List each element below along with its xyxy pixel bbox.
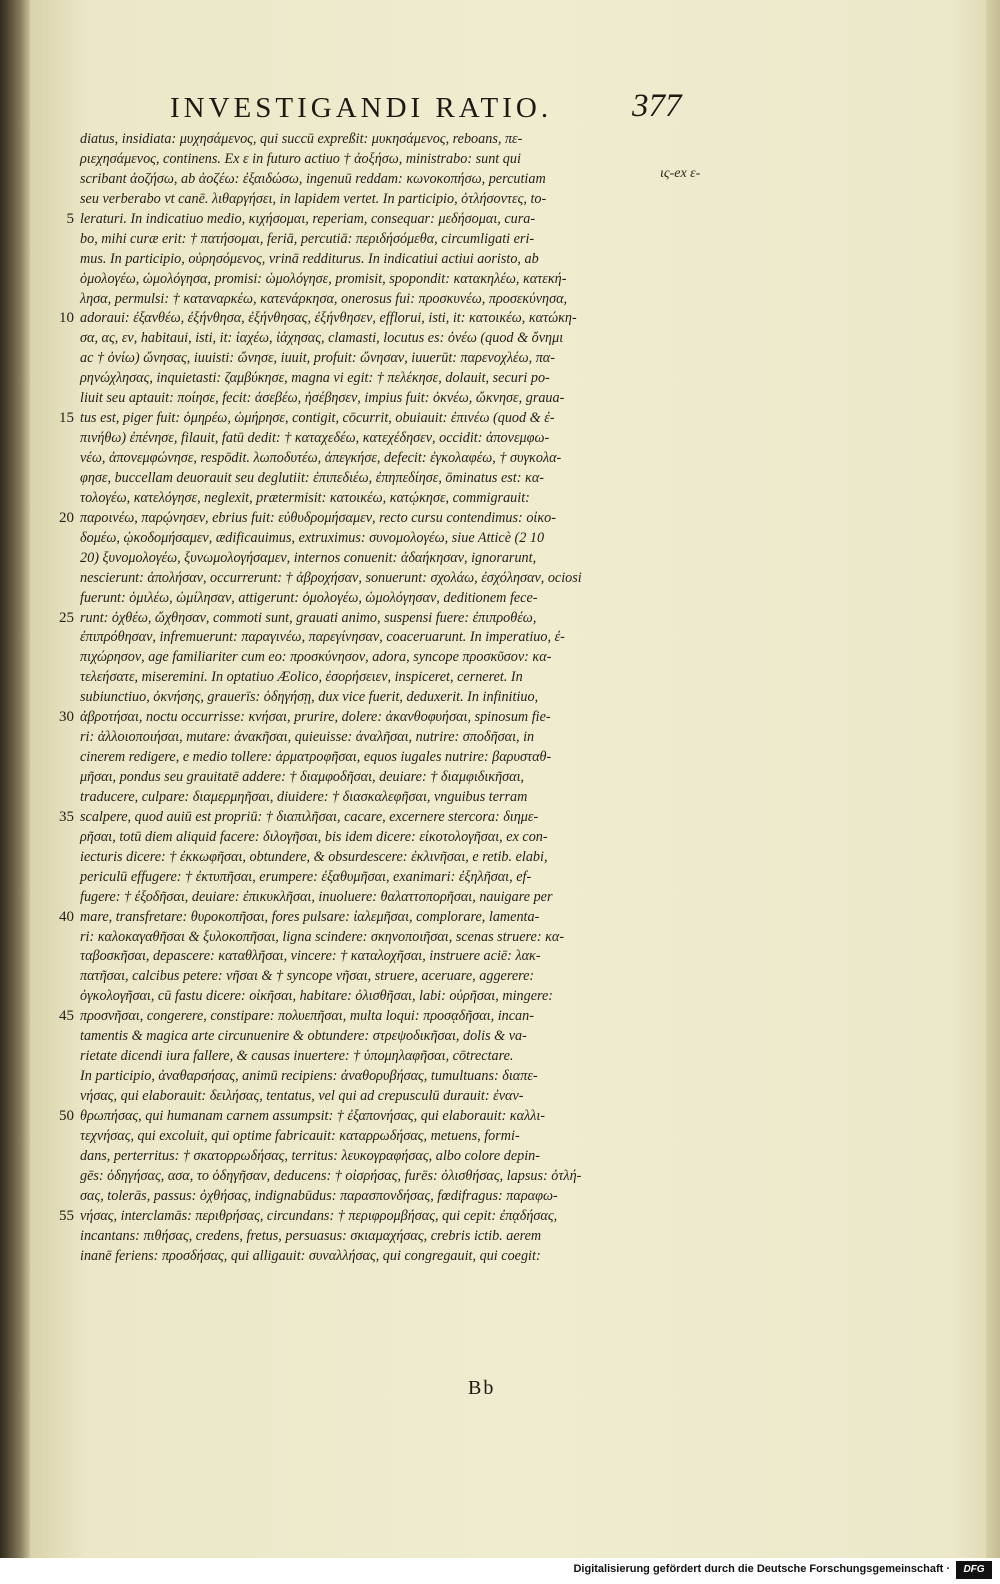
line-text: λησα, permulsi: † καταναρκέω, κατενάρκησα, onerosus fui: προσκυνέω, προσεκύνησα, <box>80 290 568 307</box>
line-text: tamentis & magica arte circunuenire & obtundere: στρεψοδικῆσαι, dolis & va- <box>80 1028 527 1045</box>
text-line <box>80 848 655 868</box>
text-line <box>59 609 655 629</box>
text-line <box>80 449 655 469</box>
line-text: δομέω, ᾠκοδομήσαμεν, ædificauimus, extruximus: συνομολογέω, siue Atticè (2 10 <box>80 529 545 546</box>
line-text: ὀγκολογῆσαι, cū fastu dicere: οἰκῆσαι, habitare: ὀλισθῆσαι, labi: οὐρῆσαι, mingere: <box>80 988 554 1005</box>
line-text: πιχώρησον, age familiariter cum eo: προσκύνησον, adora, syncope προσκῦσον: κα- <box>80 649 552 666</box>
text-line <box>80 170 655 190</box>
text-line <box>80 290 655 310</box>
line-text: σα, ας, εν, habitaui, isti, it: ἰαχέω, ἰάχησας, clamasti, locutus es: ὀνέω (quod & ὄνημι <box>80 330 564 347</box>
line-text: inanē feriens: προσδήσας, qui alligauit: συναλλήσας, qui congregauit, qui coegit: <box>80 1247 541 1264</box>
text-line <box>80 788 655 808</box>
line-text: scalpere, quod auiū est propriū: † διαπιλῆσαι, cacare, excernere stercora: διημε- <box>80 808 539 825</box>
line-text: μῆσαι, pondus seu grauitatē addere: † διαμφοδῆσαι, deuiare: † διαμφιδικῆσαι, <box>80 769 525 785</box>
page-number: 377 <box>632 88 682 124</box>
text-line <box>80 1067 655 1087</box>
text-line <box>80 1147 655 1167</box>
text-line <box>80 688 655 708</box>
line-text: leraturi. In indicatiuo medio, κιχήσομαι, reperiam, consequar: μεδήσομαι, cura- <box>80 210 536 227</box>
text-line <box>80 928 655 948</box>
line-text: νέω, ἀπονεμφώνησε, respōdit. λωποδυτέω, ἀπεγκήσε, defecit: ἐγκολαφέω, † συγκολα- <box>80 450 562 466</box>
line-text: fugere: † ἐξοδῆσαι, deuiare: ἐπικυκλῆσαι, inuoluere: θαλαττοπορῆσαι, nauigare per <box>80 888 553 905</box>
line-number: 40 <box>59 908 74 925</box>
line-text: ὁμολογέω, ὡμολόγησα, promisi: ὡμολόγησε, promisit, spopondit: κατακηλέω, κατεκή- <box>80 270 567 287</box>
line-text: ριεχησάμενος, continens. Ex ε in futuro actiuo † ἀοξήσω, ministrabo: sunt qui <box>80 150 521 167</box>
line-text: diatus, insidiata: μυχησάμενος, qui succū expreßit: μυκησάμενος, reboans, πε- <box>80 131 523 147</box>
line-text: φησε, buccellam deuorauit seu deglutiit: ἐπιπεδιέω, ἐπηπεδίησε, ōminatus est: κα- <box>80 469 545 486</box>
text-line <box>80 270 655 290</box>
line-text: ri: καλοκαγαθῆσαι & ξυλοκοπῆσαι, ligna scindere: σκηνοποιῆσαι, scenas struere: κα- <box>80 928 565 945</box>
text-line <box>80 1127 655 1147</box>
line-text: periculū effugere: † ἐκτυπῆσαι, erumpere: ἐξαθυμῆσαι, exanimari: ἐξηλῆσαι, ef- <box>80 868 532 885</box>
line-text: In participio, ἀναθαρσήσας, animū recipiens: ἀναθορυβήσας, tumultuans: διαπε- <box>80 1068 538 1085</box>
text-line <box>80 130 655 150</box>
text-line <box>80 349 655 369</box>
text-line <box>59 509 655 529</box>
marginal-note: ις-ex ε- <box>660 166 701 181</box>
text-line <box>80 549 655 569</box>
text-line <box>80 1227 655 1247</box>
line-text: ri: ἀλλοιοποιήσαι, mutare: ἀνακῆσαι, quieuisse: ἀναλῆσαι, nutrire: σποδῆσαι, in <box>80 729 535 746</box>
text-line <box>80 150 655 170</box>
line-number: 55 <box>59 1207 74 1224</box>
line-text: 20) ξυνομολογέω, ξυνωμολογήσαμεν, internos conuenit: ἀδαήκησαν, ignorarunt, <box>80 549 537 566</box>
line-text: νήσας, interclamās: περιθρήσας, circundans: † περιφρομβήσας, qui cepit: ἐπᾳδήσας, <box>80 1207 558 1224</box>
line-text: τελεήσατε, miseremini. In optatiuo Æolico, ἐσορήσειεν, inspiceret, cerneret. In <box>80 669 523 686</box>
line-text: cinerem redigere, e medio tollere: ἀρματροφῆσαι, equos iugales nutrire: βαρυσταθ- <box>80 749 552 766</box>
line-text: προσνῆσαι, congerere, constipare: πολυεπῆσαι, multa loqui: προσᾳδῆσαι, incan- <box>80 1008 534 1025</box>
signature-mark: Bb <box>468 1377 496 1399</box>
text-line <box>59 1107 655 1127</box>
dfg-logo-icon: DFG <box>956 1561 992 1579</box>
line-number: 30 <box>59 709 74 726</box>
line-text: ταβοσκῆσαι, depascere: καταθλῆσαι, vincere: † καταλοχῆσαι, instruere aciē: λακ- <box>80 948 541 965</box>
line-text: iecturis dicere: † ἐκκωφῆσαι, obtundere, & obsurdescere: ἐκλινῆσαι, e retib. elabi, <box>80 848 548 865</box>
text-line <box>59 1007 655 1027</box>
line-text: liuit seu aptauit: ποίησε, fecit: ἀσεβέω, ἠσέβησεν, impius fuit: ὀκνέω, ὤκνησε, grauа- <box>80 390 565 407</box>
text-line <box>59 908 655 928</box>
line-text: mus. In participio, οὐρησόμενος, vrinā redditurus. In indicatiui actiui aoristo, ab <box>80 250 539 267</box>
text-block <box>59 130 655 1266</box>
line-number: 45 <box>59 1008 74 1025</box>
line-text: ἀβροτήσαι, noctu occurrisse: κνήσαι, prurire, dolere: ἀκανθοφυήσαι, spinosum fie- <box>80 709 551 726</box>
page-edge <box>986 0 1000 1558</box>
line-number: 50 <box>59 1107 74 1124</box>
text-line <box>80 230 655 250</box>
text-line <box>80 888 655 908</box>
line-text: πινήθω) ἐπένησε, filauit, fatū dedit: † καταχεδέω, κατεχέδησεν, occidit: ἀπονεμφω- <box>80 430 550 447</box>
line-text: τολογέω, κατελόγησε, neglexit, prætermisit: κατοικέω, κατῴκησε, commigrauit: <box>80 489 530 506</box>
line-number: 5 <box>66 210 74 227</box>
text-line <box>80 1027 655 1047</box>
line-text: dans, perterritus: † σκατορρωδήσας, territus: λευκογραφήσας, albo colore depin- <box>80 1147 540 1164</box>
text-line <box>80 489 655 509</box>
line-text: runt: ὀχθέω, ὤχθησαν, commoti sunt, grauati animo, suspensi fuere: ἐπιπροθέω, <box>80 609 537 626</box>
line-text: scribant ἀοζήσω, ab ἀοζέω: ἐξαιδώσω, ingenuū reddam: κωνοκοπήσω, percutiam <box>80 170 546 187</box>
line-text: gēs: ὁδηγήσας, ασα, το ὁδηγῆσαν, deducens: † οἰσρήσας, furēs: ὀλισθήσας, lapsus: ὀτλή- <box>80 1167 582 1184</box>
text-line <box>80 429 655 449</box>
text-line <box>80 768 655 788</box>
text-line <box>80 589 655 609</box>
text-line <box>80 369 655 389</box>
line-number: 20 <box>59 509 74 526</box>
text-line <box>80 668 655 688</box>
text-line <box>80 987 655 1007</box>
text-line <box>59 808 655 828</box>
line-number: 15 <box>59 410 74 427</box>
line-text: rietate dicendi iura fallere, & causas inuertere: † ὑπομηλαφῆσαι, cōtrectare. <box>80 1048 514 1065</box>
text-line <box>80 748 655 768</box>
line-text: ρηνώχλησας, inquietasti: ζαμβύκησε, magna vi egit: † πελέκησε, dolauit, securi po- <box>80 370 550 387</box>
footer-credit: Digitalisierung gefördert durch die Deutsche Forschungsgemeinschaft · <box>573 1563 950 1575</box>
text-line <box>80 250 655 270</box>
text-line <box>80 648 655 668</box>
text-line <box>59 309 655 329</box>
line-text: bo, mihi curæ erit: † πατήσομαι, feriā, percutiā: περιδήσόμεθα, circumligati eri- <box>80 230 535 247</box>
line-text: πατῆσαι, calcibus petere: νῆσαι & † syncope νῆσαι, struere, aceruare, aggerere: <box>80 968 535 985</box>
line-text: παροινέω, παρῴνησεν, ebrius fuit: εὐθυδρομήσαμεν, recto cursu contendimus: οἰκο- <box>80 509 556 526</box>
text-line <box>80 569 655 589</box>
line-text: incantans: πιθήσας, credens, fretus, persuasus: σκιαμαχήσας, crebris ictib. aerem <box>80 1227 542 1244</box>
line-text: ac † ὀνίω) ὤνησας, iuuisti: ὤνησε, iuuit, profuit: ὤνησαν, iuuerūt: παρενοχλέω, πα- <box>80 350 555 367</box>
line-text: traducere, culpare: διαμερμηῆσαι, diuidere: † διασκαλεφῆσαι, vnguibus terram <box>80 788 528 805</box>
text-line <box>80 868 655 888</box>
text-line <box>80 1167 655 1187</box>
text-line <box>59 708 655 728</box>
book-spine <box>0 0 30 1558</box>
text-line <box>80 628 655 648</box>
text-line <box>59 1207 655 1227</box>
line-text: ρῆσαι, totū diem aliquid facere: διλογῆσαι, bis idem dicere: εἰκοτολογῆσαι, ex con- <box>80 828 548 845</box>
line-text: seu verberabo vt canē. λιθαργήσει, in lapidem vertet. In participio, ὀτλήσοντες, to- <box>80 190 547 207</box>
text-line <box>66 210 655 230</box>
line-text: nescierunt: ἀπολήσαν, occurrerunt: † ἀβροχήσαν, sonuerunt: σχολάω, ἐσχόλησαν, ociosi <box>80 569 582 586</box>
line-text: νήσας, qui elaborauit: δειλήσας, tentatus, vel qui ad crepusculū durauit: ἐναν- <box>80 1088 524 1104</box>
text-line <box>59 409 655 429</box>
text-line <box>80 469 655 489</box>
line-text: fuerunt: ὁμιλέω, ὡμίλησαν, attigerunt: ὁμολογέω, ὡμολόγησαν, deditionem fece- <box>80 589 538 606</box>
text-line <box>80 190 655 210</box>
text-line <box>80 947 655 967</box>
text-line <box>80 329 655 349</box>
text-line <box>80 1047 655 1067</box>
text-line <box>80 1187 655 1207</box>
text-line <box>80 529 655 549</box>
text-line <box>80 728 655 748</box>
text-line <box>80 389 655 409</box>
line-number: 10 <box>59 310 74 327</box>
line-text: tus est, piger fuit: ὁμηρέω, ὡμήρησε, contigit, cōcurrit, obuiauit: ἐπινέω (quod & ἐ- <box>80 410 555 427</box>
line-text: θρωπήσας, qui humanam carnem assumpsit: † ἐξαπονήσας, qui elaborauit: καλλι- <box>80 1107 546 1124</box>
running-head: INVESTIGANDI RATIO. <box>170 92 553 124</box>
line-text: adoraui: ἐξανθέω, ἐξήνθησα, ἐξήνθησας, ἐξήνθησεν, efflorui, isti, it: κατοικέω, κατώκη- <box>80 310 577 327</box>
line-number: 35 <box>59 808 74 825</box>
line-text: τεχνήσας, qui excoluit, qui optime fabricauit: καταρρωδήσας, metuens, formi- <box>80 1127 520 1144</box>
line-number: 25 <box>59 609 74 626</box>
text-line <box>80 1247 655 1267</box>
line-text: ἐπιπρόθησαν, infremuerunt: παραγινέω, παρεγίνησαν, coaceruarunt. In imperatiuo, ἐ- <box>80 629 565 646</box>
text-line <box>80 1087 655 1107</box>
line-text: mare, transfretare: θυροκοπῆσαι, fores pulsare: ἰαλεμῆσαι, complorare, lamenta- <box>80 908 540 925</box>
text-line <box>80 967 655 987</box>
line-text: σας, tolerās, passus: ὀχθήσας, indignabūdus: παρασπονδήσας, fœdifragus: παραφω- <box>80 1187 558 1204</box>
line-text: subiunctiuo, ὀκνήσης, grauerīs: ὁδηγήσῃ, dux vice fuerit, deduxerit. In infinitiuo, <box>80 689 539 706</box>
text-line <box>80 828 655 848</box>
